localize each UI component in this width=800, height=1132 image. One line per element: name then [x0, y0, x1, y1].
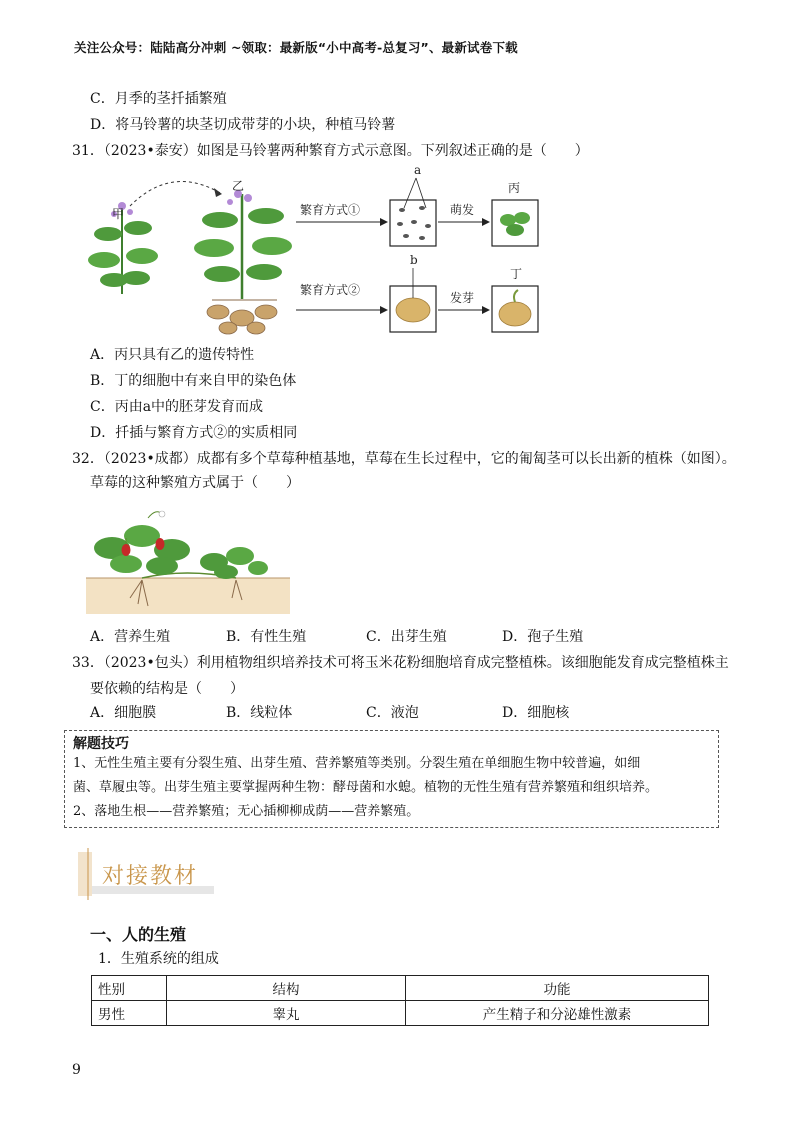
table-cell: 产生精子和分泌雄性激素	[406, 1001, 709, 1026]
tips-line-3: 2、落地生根——营养繁殖；无心插柳柳成荫——营养繁殖。	[73, 804, 420, 819]
reproductive-system-table	[91, 975, 709, 1026]
q32-stem-line1: 32．（2023•成都）成都有多个草莓种植基地，草莓在生长过程中，它的匍匐茎可以长出新的植株（如图）。	[72, 451, 736, 467]
q31-option-c: C．丙由a中的胚芽发育而成	[90, 399, 264, 415]
q32-option-d: D．孢子生殖	[502, 629, 584, 645]
strawberry-runner-illustration	[86, 498, 290, 614]
q31-option-b: B．丁的细胞中有来自甲的染色体	[90, 373, 297, 389]
table-row	[92, 1001, 709, 1026]
q33-option-d: D．细胞核	[502, 705, 570, 721]
q31-option-d: D．扦插与繁育方式②的实质相同	[90, 425, 298, 441]
label-method1: 繁育方式①	[300, 203, 361, 217]
table-header-cell: 性别	[92, 976, 167, 1001]
potato-propagation-diagram	[82, 164, 552, 340]
q33-option-b: B．线粒体	[226, 705, 293, 721]
page-header: 关注公众号：陆陆高分冲刺 ~领取：最新版“小中高考-总复习”、最新试卷下载	[74, 40, 518, 55]
q32-option-a: A．营养生殖	[90, 629, 171, 645]
q33-stem-line1: 33．（2023•包头）利用植物组织培养技术可将玉米花粉细胞培育成完整植株。该细胞能发育成完整植株主	[72, 655, 729, 671]
q33-stem-line2: 要依赖的结构是（ ）	[90, 681, 244, 697]
label-b: b	[410, 253, 418, 267]
q33-option-c: C．液泡	[366, 705, 419, 721]
q31-stem: 31．（2023•泰安）如图是马铃薯两种繁育方式示意图。下列叙述正确的是（ ）	[72, 143, 589, 159]
tips-line-1: 1、无性生殖主要有分裂生殖、出芽生殖、营养繁殖等类别。分裂生殖在单细胞生物中较普遍，如细	[73, 756, 641, 771]
label-sprout1: 萌发	[450, 203, 475, 217]
table-header-cell: 结构	[167, 976, 406, 1001]
problem-solving-tips-box	[64, 730, 719, 828]
q32-stem-line2: 草莓的这种繁殖方式属于（ ）	[90, 475, 300, 491]
label-a: a	[414, 164, 422, 177]
q30-option-d: D．将马铃薯的块茎切成带芽的小块，种植马铃薯	[90, 117, 396, 133]
label-ding: 丁	[510, 267, 523, 281]
q31-option-a: A．丙只具有乙的遗传特性	[90, 347, 255, 363]
label-jia: 甲	[112, 207, 125, 221]
section-banner	[74, 848, 224, 900]
table-cell: 睾丸	[167, 1001, 406, 1026]
table-header-cell: 功能	[406, 976, 709, 1001]
section-banner-title: 对接教材	[102, 864, 199, 889]
table-header-row	[92, 976, 709, 1001]
q33-option-a: A．细胞膜	[90, 705, 157, 721]
label-yi: 乙	[232, 179, 245, 193]
tips-title: 解题技巧	[73, 736, 129, 752]
table-cell: 男性	[92, 1001, 167, 1026]
label-method2: 繁育方式②	[300, 283, 361, 297]
q32-option-c: C．出芽生殖	[366, 629, 447, 645]
q32-option-b: B．有性生殖	[226, 629, 307, 645]
subsection-heading: 1．生殖系统的组成	[98, 951, 219, 967]
plant-yi-illustration	[194, 190, 292, 334]
section-heading: 一、人的生殖	[90, 925, 187, 944]
label-sprout2: 发芽	[450, 291, 475, 305]
q30-option-c: C．月季的茎扦插繁殖	[90, 91, 227, 107]
page-number: 9	[72, 1062, 81, 1078]
tips-line-2: 菌、草履虫等。出芽生殖主要掌握两种生物：酵母菌和水螅。植物的无性生殖有营养繁殖和组织培养。	[73, 780, 659, 795]
label-bing: 丙	[508, 181, 521, 195]
